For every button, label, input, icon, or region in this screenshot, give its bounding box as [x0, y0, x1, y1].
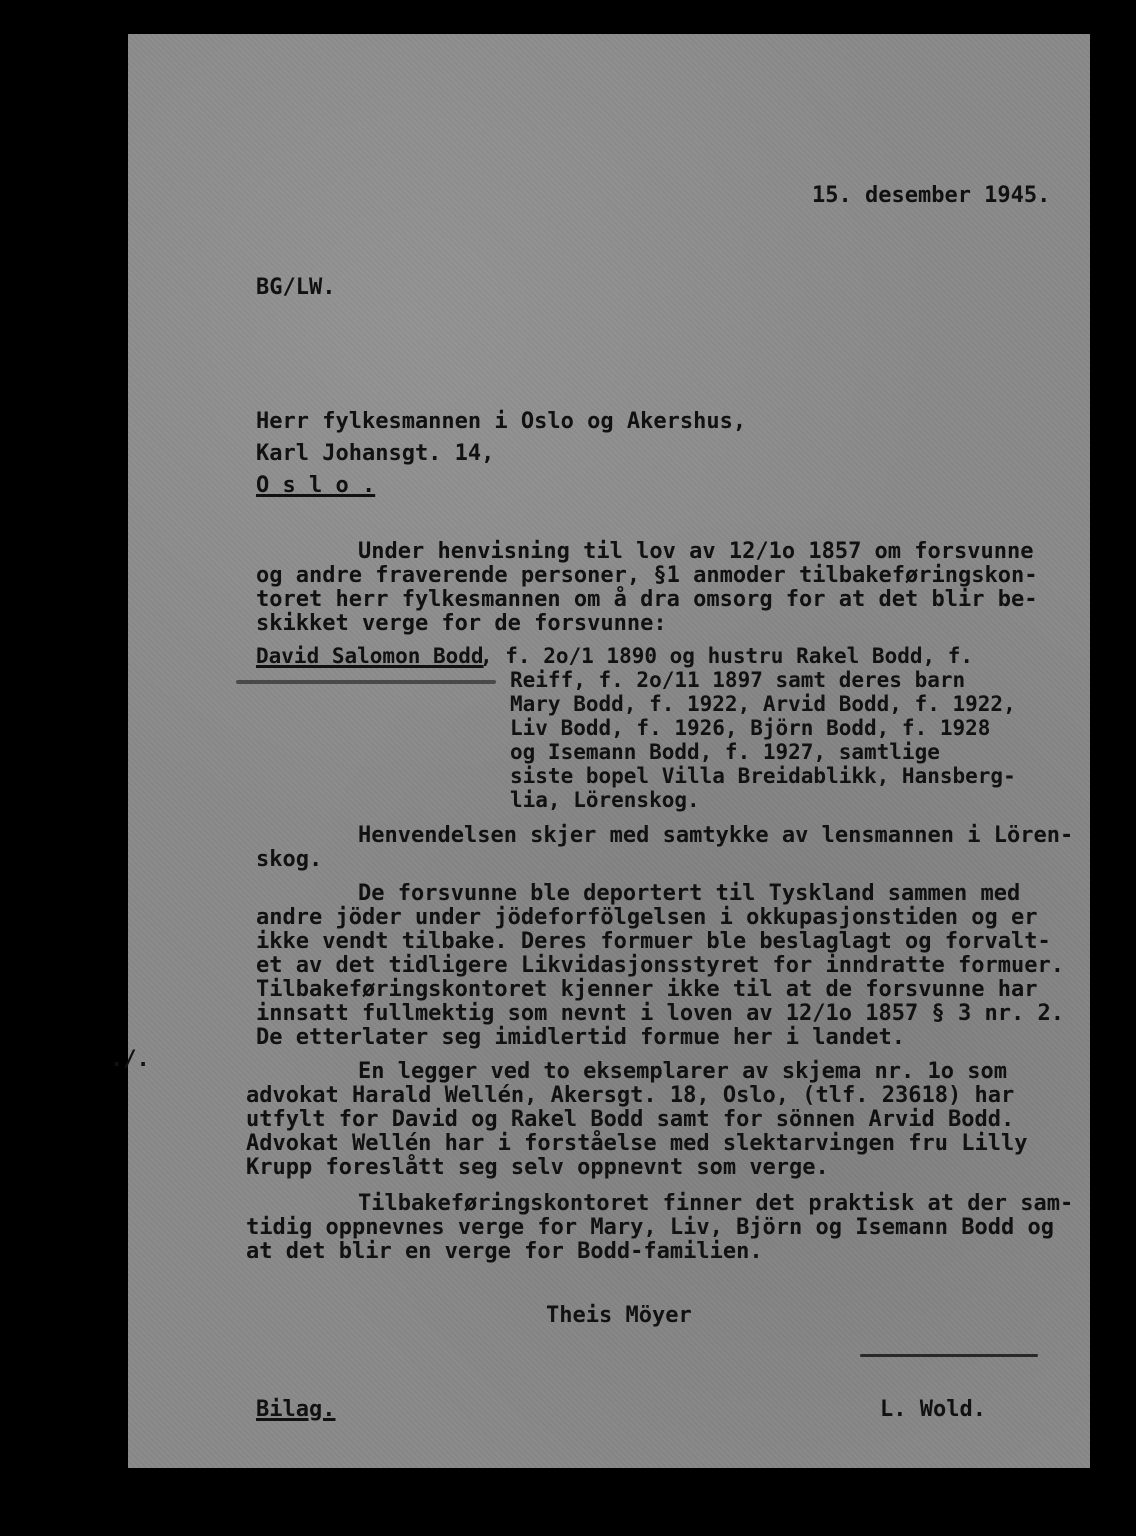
reference-code: BG/LW. [256, 275, 336, 300]
paragraph-3-line: andre jöder under jödeforfölgelsen i okkupasjonstiden og er [256, 905, 1038, 930]
person-details-line: siste bopel Villa Breidablikk, Hansberg- [510, 764, 1016, 788]
paragraph-3-line: Tilbakeføringskontoret kjenner ikke til at de forsvunne har [256, 977, 1038, 1002]
enclosure-label: Bilag. [256, 1397, 336, 1422]
person-details-line: Reiff, f. 2o/11 1897 samt deres barn [510, 668, 966, 692]
person-name: David Salomon Bodd [256, 644, 484, 668]
signatory-name: Theis Möyer [546, 1303, 692, 1328]
paragraph-1-line: Under henvisning til lov av 12/1o 1857 om forsvunne [358, 539, 1034, 564]
ink-smear [236, 680, 496, 684]
paragraph-5-line: Tilbakeføringskontoret finner det praktisk at der sam- [358, 1191, 1074, 1216]
paragraph-4-line: advokat Harald Wellén, Akersgt. 18, Oslo, (tlf. 23618) har [246, 1083, 1015, 1108]
signoff-initials: L. Wold. [880, 1397, 986, 1422]
person-details-line: og Isemann Bodd, f. 1927, samtlige [510, 740, 940, 764]
paragraph-1-line: toret herr fylkesmannen om å dra omsorg for at det blir be- [256, 587, 1038, 612]
paragraph-3-line: et av det tidligere Likvidasjonsstyret for inndratte formuer. [256, 953, 1064, 978]
paragraph-4-line: Krupp foreslått seg selv oppnevnt som verge. [246, 1155, 829, 1180]
person-details-line: Liv Bodd, f. 1926, Björn Bodd, f. 1928 [510, 716, 991, 740]
paragraph-5-line: at det blir en verge for Bodd-familien. [246, 1239, 763, 1264]
paragraph-3-line: De forsvunne ble deportert til Tyskland sammen med [358, 881, 1021, 906]
letter-date: 15. desember 1945. [812, 183, 1051, 208]
paragraph-2-line: skog. [256, 847, 323, 872]
address-line-2: Karl Johansgt. 14, [256, 441, 495, 466]
enclosure-mark: ./. [110, 1047, 150, 1072]
paragraph-4-line: En legger ved to eksemplarer av skjema nr. 1o som [358, 1059, 1008, 1084]
paragraph-1-line: og andre fraverende personer, §1 anmoder tilbakeføringskon- [256, 563, 1038, 588]
letter-page [110, 34, 1090, 1468]
paragraph-5-line: tidig oppnevnes verge for Mary, Liv, Björn og Isemann Bodd og [246, 1215, 1054, 1240]
paragraph-2-line: Henvendelsen skjer med samtykke av lensmannen i Lören- [358, 823, 1074, 848]
person-details-line: Mary Bodd, f. 1922, Arvid Bodd, f. 1922, [510, 692, 1016, 716]
signature-line [860, 1354, 1038, 1357]
paragraph-3-line: innsatt fullmektig som nevnt i loven av 12/1o 1857 § 3 nr. 2. [256, 1001, 1064, 1026]
paragraph-4-line: utfylt for David og Rakel Bodd samt for sönnen Arvid Bodd. [246, 1107, 1015, 1132]
paragraph-4-line: Advokat Wellén har i forståelse med slektarvingen fru Lilly [246, 1131, 1028, 1156]
person-details-line: lia, Lörenskog. [510, 788, 700, 812]
paragraph-3-line: De etterlater seg imidlertid formue her i landet. [256, 1025, 906, 1050]
address-line-1: Herr fylkesmannen i Oslo og Akershus, [256, 409, 747, 434]
person-details-line: , f. 2o/1 1890 og hustru Rakel Bodd, f. [480, 644, 974, 668]
paragraph-1-line: skikket verge for de forsvunne: [256, 611, 667, 636]
address-city: O s l o . [256, 473, 376, 498]
paragraph-3-line: ikke vendt tilbake. Deres formuer ble beslaglagt og forvalt- [256, 929, 1051, 954]
